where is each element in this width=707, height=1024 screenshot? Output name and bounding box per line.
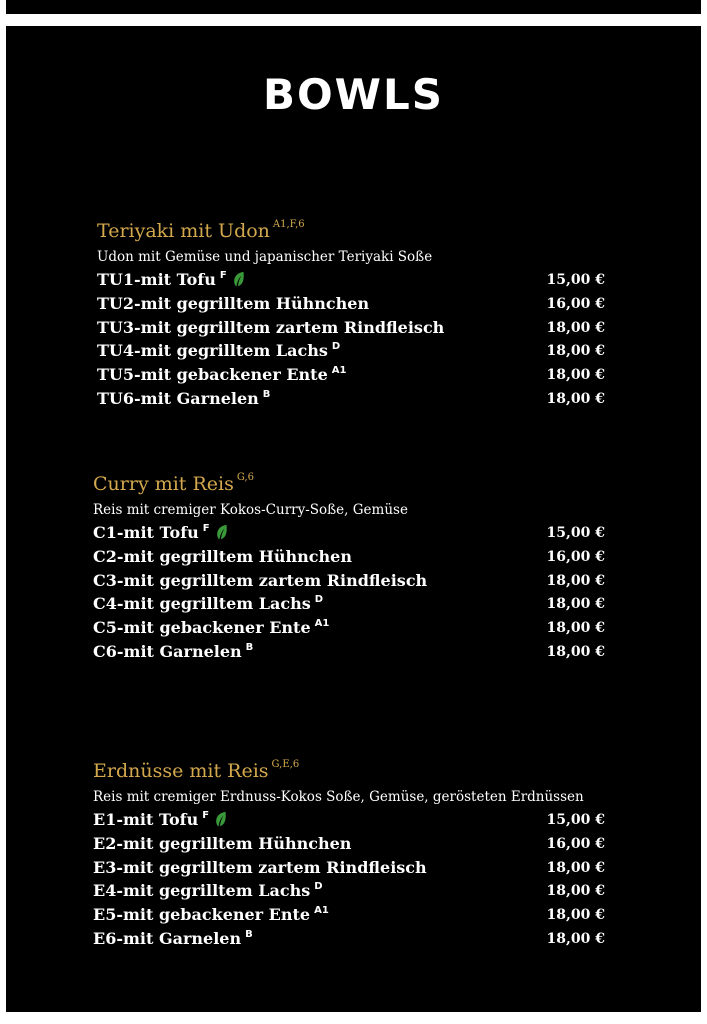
menu-item-price: 18,00 € — [546, 391, 605, 407]
menu-item-name: E6-mit Garnelen — [93, 929, 242, 948]
menu-item-name: E2-mit gegrilltem Hühnchen — [93, 833, 352, 853]
section-allergens: G,E,6 — [271, 759, 300, 770]
menu-item-price: 18,00 € — [546, 859, 605, 876]
menu-item — [97, 365, 346, 389]
menu-item — [93, 834, 351, 858]
menu-item — [93, 881, 323, 905]
leaf-icon — [233, 271, 245, 287]
section-allergens: G,6 — [236, 472, 255, 483]
menu-item-price: 16,00 € — [546, 295, 605, 312]
section-title-text: Teriyaki mit Udon — [97, 220, 270, 242]
menu-item — [97, 270, 245, 294]
menu-item-name: E5-mit gebackener Ente — [93, 905, 311, 925]
menu-item — [93, 571, 427, 595]
menu-item-price: 15,00 € — [546, 525, 605, 541]
menu-item-allergen: F — [202, 810, 210, 821]
menu-item-allergen: D — [314, 881, 323, 893]
menu-item-price: 18,00 € — [546, 596, 605, 613]
menu-item-price: 18,00 € — [546, 644, 605, 660]
section-description: Reis mit cremiger Kokos-Curry-Soße, Gemüse — [93, 502, 408, 518]
menu-item-name: TU5-mit gebackener Ente — [97, 365, 328, 385]
menu-item-price: 15,00 € — [546, 812, 605, 828]
menu-item-allergen: A1 — [314, 905, 329, 917]
menu-item-price: 18,00 € — [546, 931, 605, 947]
top-bar — [0, 0, 707, 14]
section-title — [93, 473, 254, 495]
menu-item-allergen: B — [262, 389, 271, 400]
menu-item-allergen: D — [331, 341, 341, 353]
menu-item-name: C5-mit gebackener Ente — [93, 618, 311, 638]
menu-item-name: TU6-mit Garnelen — [97, 389, 259, 408]
menu-item-name: C1-mit Tofu — [93, 523, 199, 542]
menu-item-name: C6-mit Garnelen — [93, 642, 242, 661]
menu-item-allergen: F — [202, 523, 210, 534]
menu-item-price: 18,00 € — [546, 572, 605, 589]
menu-item — [93, 929, 253, 953]
menu-item-price: 16,00 € — [546, 548, 605, 565]
menu-item-name: TU4-mit gegrilltem Lachs — [97, 341, 328, 361]
menu-item — [93, 858, 427, 882]
menu-item — [93, 523, 228, 547]
menu-item — [97, 294, 369, 318]
menu-item — [93, 547, 352, 571]
menu-item-price: 16,00 € — [546, 835, 605, 852]
menu-item-name: E4-mit gegrilltem Lachs — [93, 881, 311, 901]
menu-item-price: 18,00 € — [546, 367, 605, 384]
menu-item — [93, 594, 323, 618]
menu-item-allergen: D — [314, 594, 324, 606]
section-allergens: A1,F,6 — [272, 219, 305, 230]
menu-item-name: E3-mit gegrilltem zartem Rindfleisch — [93, 857, 427, 877]
page-title: BOWLS — [262, 70, 445, 119]
menu-item-name: E1-mit Tofu — [93, 810, 199, 829]
section-description: Udon mit Gemüse und japanischer Teriyaki Soße — [97, 249, 433, 265]
leaf-icon — [215, 811, 227, 827]
menu-item-name: TU3-mit gegrilltem zartem Rindfleisch — [97, 317, 445, 337]
menu-item-name: C3-mit gegrilltem zartem Rindfleisch — [93, 570, 428, 590]
menu-item-allergen: B — [245, 642, 254, 653]
menu-item — [93, 810, 227, 834]
menu-item-allergen: F — [219, 270, 227, 281]
menu-item-name: TU2-mit gegrilltem Hühnchen — [97, 293, 370, 313]
menu-item-name: C4-mit gegrilltem Lachs — [93, 594, 311, 614]
menu-item-price: 18,00 € — [546, 343, 605, 360]
menu-item-price: 18,00 € — [546, 883, 605, 900]
menu-item-price: 18,00 € — [546, 319, 605, 336]
menu-item-allergen: A1 — [314, 618, 330, 630]
menu-item — [93, 642, 253, 666]
leaf-icon — [216, 524, 228, 540]
section-description: Reis mit cremiger Erdnuss-Kokos Soße, Gemüse, gerösteten Erdnüssen — [93, 789, 584, 805]
menu-item-name: C2-mit gegrilltem Hühnchen — [93, 546, 352, 566]
menu-item-name: TU1-mit Tofu — [97, 270, 216, 289]
menu-item — [93, 905, 329, 929]
section-title-text: Curry mit Reis — [93, 473, 234, 495]
menu-page — [6, 26, 701, 1012]
menu-item-price: 18,00 € — [546, 620, 605, 637]
menu-item-price: 18,00 € — [546, 907, 605, 924]
section-title-text: Erdnüsse mit Reis — [93, 760, 269, 782]
section-title — [97, 220, 305, 242]
menu-item-allergen: A1 — [331, 365, 347, 377]
menu-item — [93, 618, 329, 642]
menu-item — [97, 318, 444, 342]
menu-item-allergen: B — [245, 929, 253, 940]
section-title — [93, 760, 299, 782]
top-bar-gap-left — [0, 0, 6, 14]
menu-item-price: 15,00 € — [546, 272, 605, 288]
top-bar-gap-right — [701, 0, 707, 14]
menu-item — [97, 389, 270, 413]
menu-item — [97, 341, 340, 365]
